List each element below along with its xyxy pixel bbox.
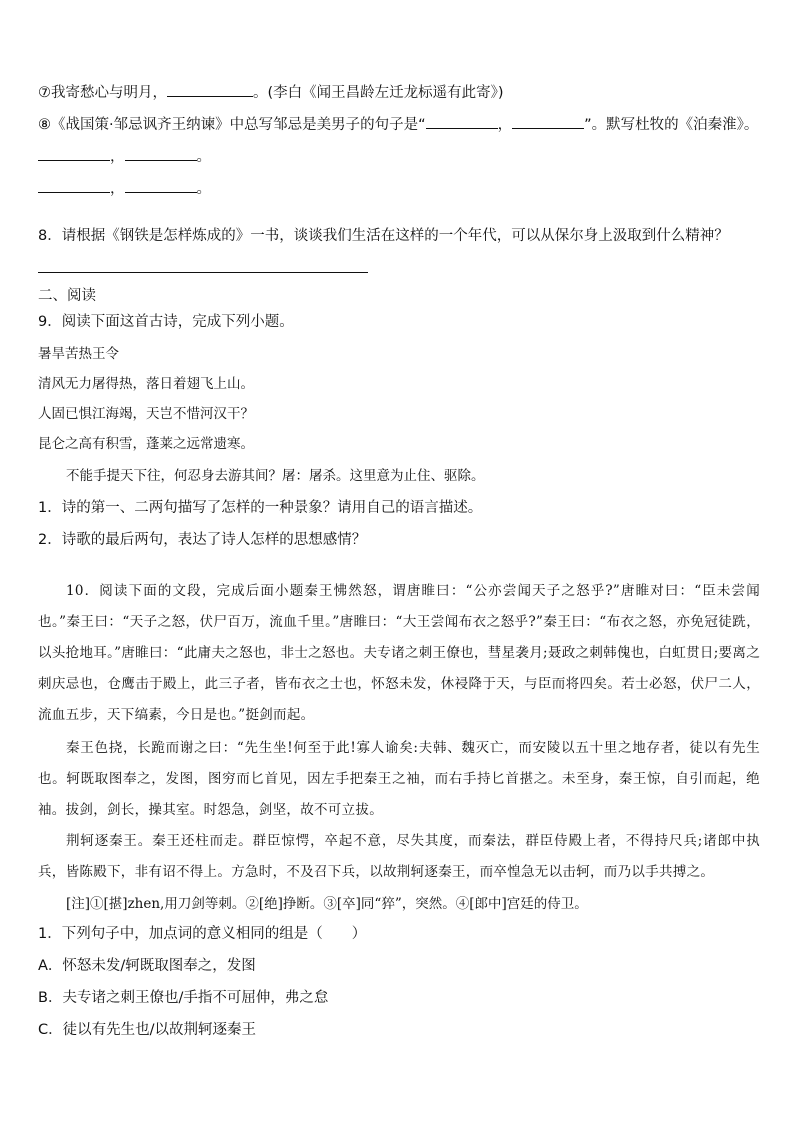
- answer-blank[interactable]: [38, 178, 110, 193]
- poem-line: 昆仑之高有积雪，蓬莱之远常遗寒。: [38, 436, 254, 452]
- answer-blank[interactable]: [426, 114, 498, 129]
- passage-note: [注]①[揕]zhen,用刀剑等刺。②[绝]挣断。③[卒]同“猝”，突然。④[郎中]宫廷的侍卫。: [66, 896, 588, 912]
- answer-line[interactable]: [38, 272, 368, 273]
- question-9-sub1: 1．诗的第一、二两句描写了怎样的一种景象？请用自己的语言描述。: [38, 500, 483, 516]
- question-9-intro: 9．阅读下面这首古诗，完成下列小题。: [38, 314, 294, 330]
- question-9-sub2: 2．诗歌的最后两句，表达了诗人怎样的思想感情？: [38, 532, 367, 548]
- comma: ，: [110, 149, 125, 165]
- fill-item-7: [38, 82, 764, 103]
- option-a[interactable]: A．怀怒未发/轲既取图奉之，发图: [38, 958, 256, 974]
- option-c[interactable]: C．徒以有先生也/以故荆轲逐秦王: [38, 1022, 257, 1038]
- item7-prefix: ⑦我寄愁心与明月，: [38, 85, 167, 101]
- item7-suffix: 。(李白《闻王昌龄左迁龙标遥有此寄》): [253, 85, 504, 101]
- question-10-passage-1: 10．阅读下面的文段，完成后面小题秦王怫然怒，谓唐睢曰：“公亦尝闻天子之怒乎?”唐睢对曰：“臣未尝闻也。”秦王曰：“天子之怒，伏尸百万，流血千里。”唐睢曰：“大王尝闻布衣之怒乎?”秦王曰：“布衣之怒，亦免冠徒跣，以头抢地耳。”唐睢曰：“此庸夫之怒也，非士之怒也。夫专诸之刺王僚也，彗星袭月;聂政之刺韩傀也，白虹贯日;要离之刺庆忌也，仓鹰击于殿上，此三子者，皆布衣之士也，怀怒未发，休祲降于天，与臣而将四矣。若士必怒，伏尸二人，流血五步，天下缟素，今日是也。”挺剑而起。: [38, 583, 760, 723]
- answer-blank[interactable]: [38, 146, 110, 161]
- option-b[interactable]: B．夫专诸之刺王僚也/手指不可屈伸，弗之怠: [38, 990, 329, 1006]
- period: 。: [196, 181, 211, 197]
- answer-blank[interactable]: [167, 82, 253, 97]
- question-10-passage-3: 荆轲逐秦王。秦王还柱而走。群臣惊愕，卒起不意，尽失其度，而秦法，群臣侍殿上者，不得持尺兵;诸郎中执兵，皆陈殿下，非有诏不得上。方急时，不及召下兵，以故荆轲逐秦王，而卒惶急无以击轲，而乃以手共搏之。: [38, 833, 760, 880]
- answer-blank[interactable]: [512, 114, 584, 129]
- poem-title: 暑旱苦热王令: [38, 346, 119, 362]
- section-title: 二、阅读: [38, 288, 96, 304]
- fill-item-8: [38, 114, 764, 135]
- comma: ，: [110, 181, 125, 197]
- question-10-sub1: 1．下列句子中，加点词的意义相同的组是（ ）: [38, 926, 367, 942]
- fill-blank-row: [38, 178, 764, 199]
- item8-prefix: ⑧《战国策·邹忌讽齐王纳谏》中总写邹忌是美男子的句子是“: [38, 117, 426, 133]
- answer-blank[interactable]: [125, 178, 197, 193]
- item8-suffix: ”。默写杜牧的《泊秦淮》。: [584, 117, 759, 133]
- poem-line: 人固已惧江海竭，天岂不惜河汉干？: [38, 406, 254, 422]
- answer-blank[interactable]: [125, 146, 197, 161]
- poem-line: 清风无力屠得热，落日着翅飞上山。: [38, 376, 254, 392]
- question-8: 8．请根据《钢铁是怎样炼成的》一书，谈谈我们生活在这样的一个年代，可以从保尔身上汲取到什么精神？: [38, 228, 729, 244]
- item8-mid: ，: [497, 117, 513, 133]
- fill-blank-row: [38, 146, 764, 167]
- poem-line-with-note: 不能手提天下往，何忍身去游其间？屠：屠杀。这里意为止住、驱除。: [66, 468, 485, 484]
- period: 。: [196, 149, 211, 165]
- question-10-passage-2: 秦王色挠，长跪而谢之曰：“先生坐!何至于此!寡人谕矣:夫韩、魏灭亡，而安陵以五十里之地存者，徒以有先生也。轲既取图奉之，发图，图穷而匕首见，因左手把秦王之袖，而右手持匕首揕之。未至身，秦王惊，自引而起，绝袖。拔剑，剑长，操其室。时怨急，剑坚，故不可立拔。: [38, 740, 760, 818]
